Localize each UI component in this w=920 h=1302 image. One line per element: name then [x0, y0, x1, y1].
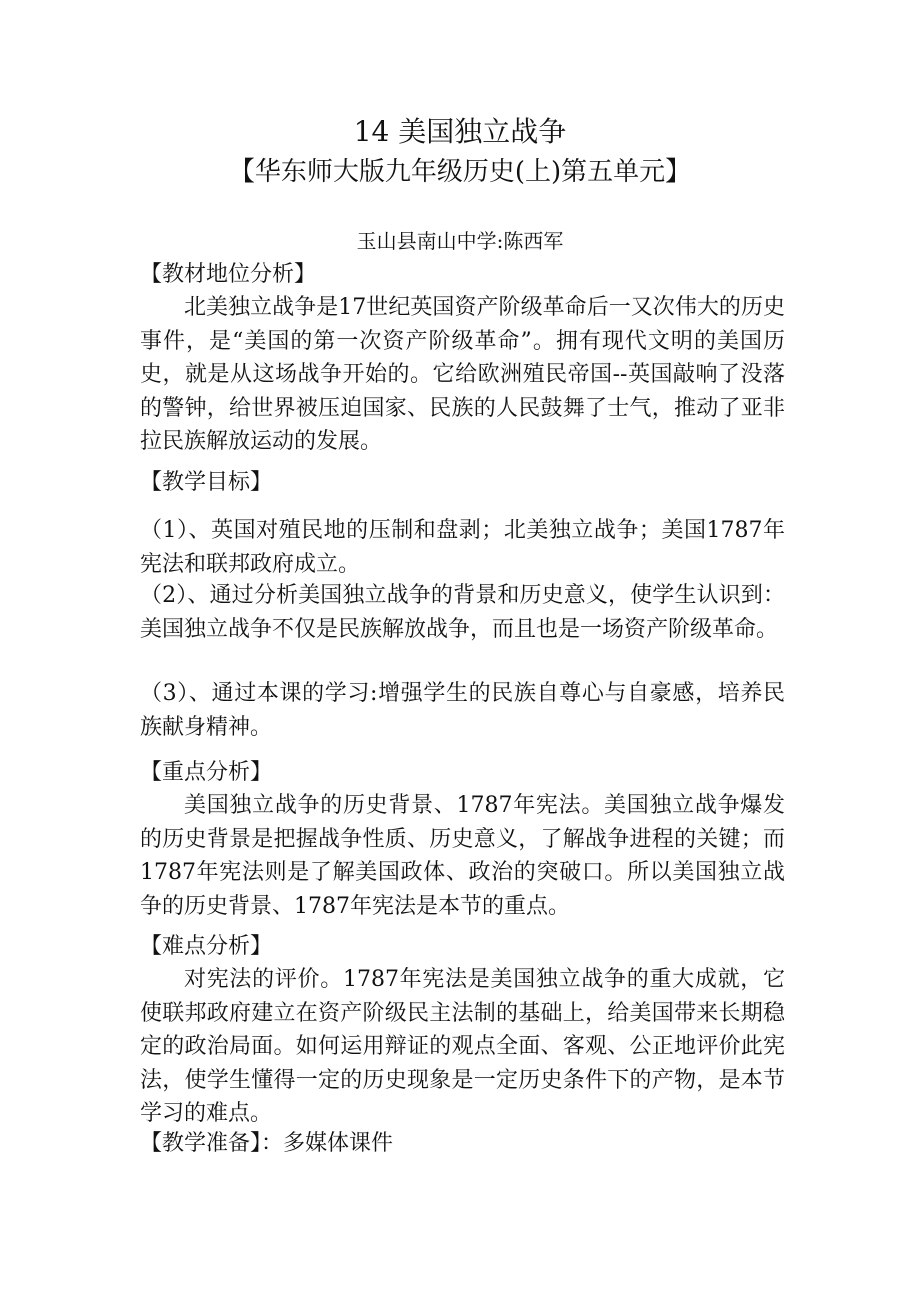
- key-points-heading: 【重点分析】: [140, 760, 273, 785]
- preparation-text: ：多媒体课件: [261, 1131, 394, 1156]
- preparation-line: [140, 1127, 780, 1160]
- textbook-analysis-paragraph: 北美独立战争是17世纪英国资产阶级革命后一又次伟大的历史事件，是“美国的第一次资产阶级革命”。拥有现代文明的美国历史，就是从这场战争开始的。它给欧洲殖民帝国--英国敲响了没落的警钟，给世界被压迫国家、民族的人民鼓舞了士气，推动了亚非拉民族解放运动的发展。: [140, 295, 785, 454]
- objective-item-3: （3）、通过本课的学习:增强学生的民族自尊心与自豪感，培养民族献身精神。: [140, 681, 785, 740]
- difficulties-paragraph: 对宪法的评价。1787年宪法是美国独立战争的重大成就，它使联邦政府建立在资产阶级民主法制的基础上，给美国带来长期稳定的政治局面。如何运用辩证的观点全面、客观、公正地评价此宪法，使学生懂得一定的历史现象是一定历史条件下的产物，是本节学习的难点。: [140, 967, 785, 1126]
- objective-item-1: （1）、英国对殖民地的压制和盘剥；北美独立战争；美国1787年宪法和联邦政府成立。: [140, 518, 785, 577]
- teaching-objectives-heading: 【教学目标】: [140, 470, 273, 495]
- author-line: 玉山县南山中学:陈西军: [356, 229, 564, 253]
- document-subtitle: 【华东师大版九年级历史(上)第五单元】: [228, 157, 692, 187]
- document-title: 14 美国独立战争: [353, 115, 567, 148]
- key-points-paragraph: 美国独立战争的历史背景、1787年宪法。美国独立战争爆发的历史背景是把握战争性质、历史意义，了解战争进程的关键；而1787年宪法则是了解美国政体、政治的突破口。所以美国独立战争的历史背景、1787年宪法是本节的重点。: [140, 793, 785, 919]
- textbook-analysis-heading: 【教材地位分析】: [140, 262, 317, 287]
- preparation-heading: 【教学准备】: [140, 1131, 262, 1156]
- objective-item-2: （2）、通过分析美国独立战争的背景和历史意义，使学生认识到：美国独立战争不仅是民族解放战争，而且也是一场资产阶级革命。: [140, 583, 785, 642]
- difficulties-heading: 【难点分析】: [140, 934, 273, 959]
